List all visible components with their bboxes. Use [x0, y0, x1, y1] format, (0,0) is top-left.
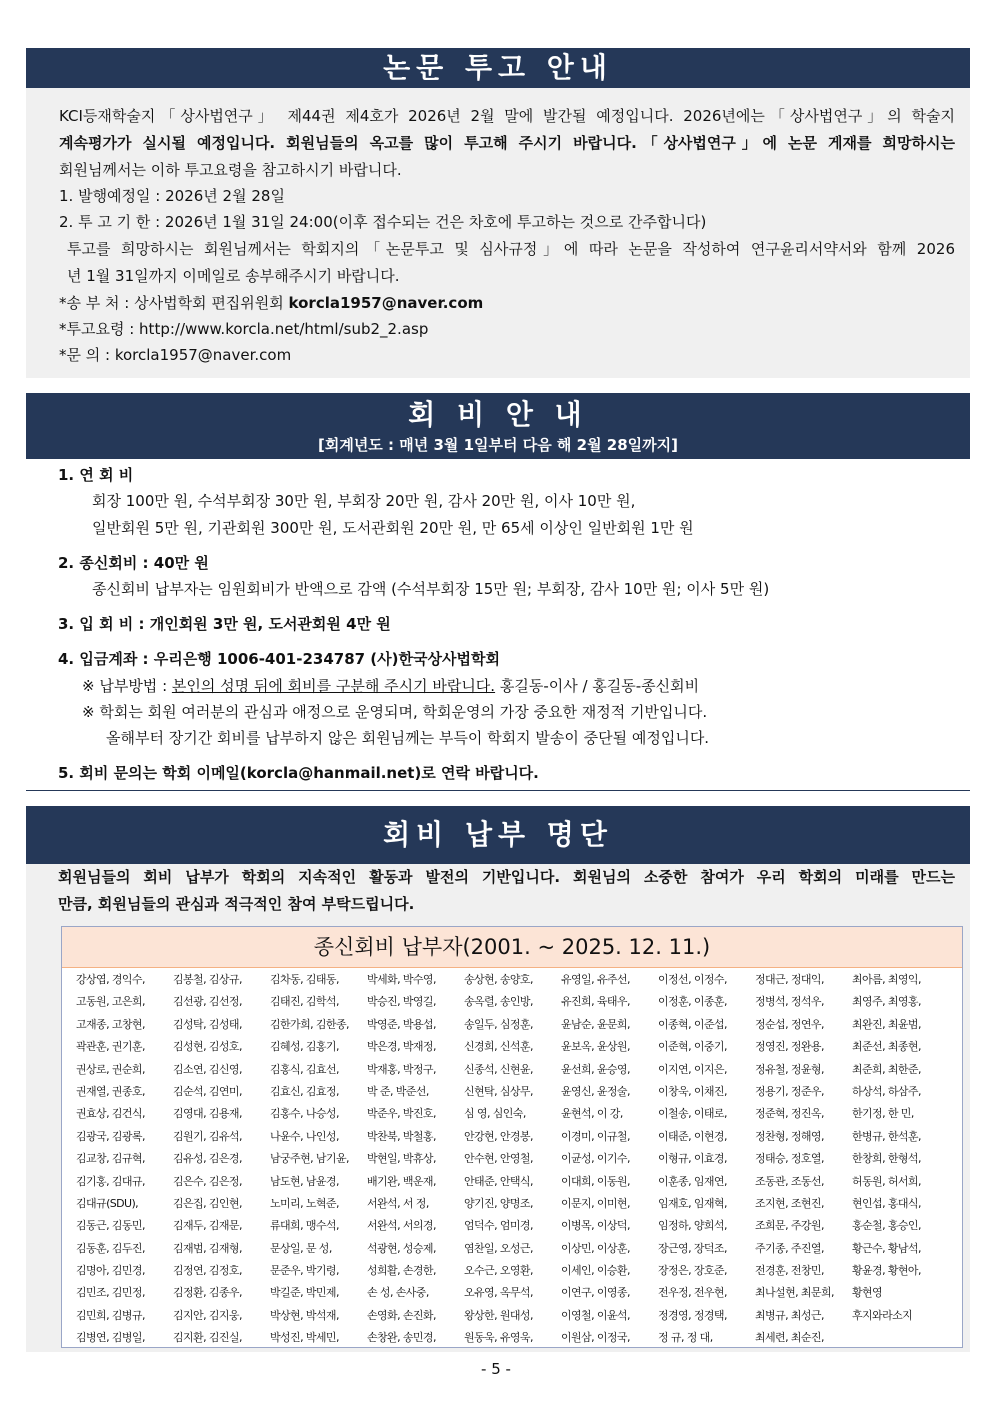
- donor-name-cell: 김기홍, 김대규,: [76, 1174, 145, 1188]
- donor-name-cell: [852, 1327, 949, 1349]
- lifetime-donor-title: 종신회비 납부자(2001. ~ 2025. 12. 11.): [62, 927, 962, 968]
- annual-fee-line-1: 회장 100만 원, 수석부회장 30만 원, 부회장 20만 원, 감사 20만 원, 이사 10만 원,: [92, 492, 636, 510]
- donor-name-cell: 김대규(SDU),: [76, 1196, 139, 1210]
- donor-name-cell: 남궁주현, 남기윤,: [270, 1152, 349, 1166]
- donor-name-cell: 김유성, 김은경,: [173, 1152, 242, 1166]
- inquiry-email[interactable]: *문 의 : korcla1957@naver.com: [59, 346, 292, 364]
- donor-name-cell: 박현일, 박휴상,: [367, 1152, 436, 1166]
- donor-name-cell: 권재열, 권종호,: [76, 1084, 145, 1098]
- publish-date: 1. 발행예정일 : 2026년 2월 28일: [59, 187, 285, 205]
- donor-name-cell: 이균성, 이기수,: [561, 1152, 630, 1166]
- donor-name-cell: 최준선, 최종현,: [852, 1040, 921, 1054]
- donor-name-cell: 남도현, 남윤경,: [270, 1174, 339, 1188]
- donor-name-cell: 김지환, 김진실,: [173, 1331, 242, 1345]
- donor-name-cell: 김광국, 김광록,: [76, 1129, 145, 1143]
- donor-name-cell: 이태준, 이현경,: [658, 1129, 727, 1143]
- donor-name-cell: 정대근, 정대익,: [755, 973, 824, 986]
- donor-name-cell: 정순섭, 정연우,: [755, 1017, 824, 1031]
- donor-name-cell: 이세인, 이승환,: [561, 1264, 630, 1278]
- donor-name-cell: 황현영: [852, 1286, 883, 1300]
- roster-title: 회비 납부 명단: [383, 818, 613, 851]
- donor-name-cell: 최세련, 최순진,: [755, 1331, 824, 1345]
- donor-name-cell: 유진희, 육태우,: [561, 995, 630, 1009]
- donor-name-cell: 한창희, 한형석,: [852, 1152, 921, 1166]
- donor-name-cell: 노미리, 노혁준,: [270, 1196, 339, 1210]
- submission-panel: [26, 88, 970, 378]
- donor-name-cell: 이정선, 이정수,: [658, 973, 727, 986]
- donor-name-cell: 김명아, 김민경,: [76, 1264, 145, 1278]
- donor-name-cell: 고동원, 고은희,: [76, 995, 145, 1009]
- payment-method-underlined: 본인의 성명 뒤에 회비를 구분해 주시기 바랍니다.: [171, 677, 496, 695]
- donor-name-cell: 전우정, 전우현,: [658, 1286, 727, 1300]
- lifetime-donor-list: [76, 969, 956, 1350]
- donor-name-cell: 강상엽, 경익수,: [76, 973, 145, 986]
- donor-name-cell: 김교창, 김규혁,: [76, 1152, 145, 1166]
- donor-name-cell: 곽관훈, 권기훈,: [76, 1040, 145, 1054]
- submission-note-line-1: 투고를 희망하시는 회원님께서는 학회지의「논문투고 및 심사규정」에 따라 논문을 작성하여 연구윤리서약서와 함께 2026: [67, 240, 955, 258]
- fee-title-banner: [26, 393, 970, 459]
- submission-intro-line-2: 계속평가가 실시될 예정입니다. 회원님들의 옥고를 많이 투고해 주시기 바랍니다.「상사법연구」에 논문 게재를 희망하시는: [59, 134, 955, 152]
- donor-name-cell: 이대희, 이동원,: [561, 1174, 630, 1188]
- donor-name-cell: 서완석, 서의경,: [367, 1219, 436, 1233]
- donor-name-cell: 신현탁, 심상무,: [464, 1084, 533, 1098]
- roster-intro-line-1: 회원님들의 회비 납부가 학회의 지속적인 활동과 발전의 기반입니다. 회원님의 소중한 참여가 우리 학회의 미래를 만드는: [58, 868, 955, 886]
- roster-title-banner: [26, 806, 970, 864]
- donor-name-cell: 권효상, 김건식,: [76, 1107, 145, 1121]
- annual-fee-line-2: 일반회원 5만 원, 기관회원 300만 원, 도서관회원 20만 원, 만 65세 이상인 일반회원 1만 원: [92, 519, 694, 537]
- donor-name-cell: 신경희, 신석훈,: [464, 1040, 533, 1054]
- donor-name-cell: 나윤수, 나인성,: [270, 1129, 339, 1143]
- annual-fee-heading: 1. 연 회 비: [58, 466, 134, 484]
- donor-name-cell: 현인섭, 홍대식,: [852, 1196, 921, 1210]
- donor-name-cell: 김은집, 김인현,: [173, 1196, 242, 1210]
- donor-name-cell: 김성현, 김성호,: [173, 1040, 242, 1054]
- donor-name-cell: 조희문, 주강원,: [755, 1219, 824, 1233]
- fee-section-divider: [26, 790, 970, 791]
- fee-inquiry-heading: 5. 회비 문의는 학회 이메일(korcla@hanmail.net)로 연락 바랍니다.: [58, 764, 539, 782]
- lifetime-donor-box: [61, 926, 963, 1348]
- page-number: - 5 -: [481, 1360, 511, 1378]
- donor-name-cell: 장근영, 장덕조,: [658, 1241, 727, 1255]
- donor-name-cell: 오수근, 오영환,: [464, 1264, 533, 1278]
- donor-name-cell: 김선광, 김선정,: [173, 995, 242, 1009]
- submission-guide-link[interactable]: *투고요령 : http://www.korcla.net/html/sub2_2.asp: [59, 320, 429, 338]
- donor-name-cell: 정 규, 정 대,: [658, 1331, 713, 1345]
- donor-name-cell: 김홍수, 나승성,: [270, 1107, 339, 1121]
- donor-name-cell: 한기정, 한 민,: [852, 1107, 914, 1121]
- donor-name-cell: 박승진, 박영길,: [367, 995, 436, 1009]
- donor-name-cell: 김병연, 김병일,: [76, 1331, 145, 1345]
- donor-name-cell: 안강현, 안경봉,: [464, 1129, 533, 1143]
- donor-name-cell: 김재두, 김재문,: [173, 1219, 242, 1233]
- donor-name-cell: 김혜성, 김홍기,: [270, 1040, 339, 1054]
- donor-name-cell: 양기진, 양명조,: [464, 1196, 533, 1210]
- donor-name-cell: 심 영, 심인숙,: [464, 1107, 526, 1121]
- donor-name-cell: 김효신, 김효정,: [270, 1084, 339, 1098]
- donor-name-cell: 이종혁, 이준섭,: [658, 1017, 727, 1031]
- donor-name-cell: 이영철, 이윤석,: [561, 1308, 630, 1322]
- donor-name-cell: 이문지, 이미현,: [561, 1196, 630, 1210]
- donor-name-cell: 문상일, 문 성,: [270, 1241, 332, 1255]
- send-to: [59, 293, 483, 313]
- donor-name-cell: 이병목, 이상덕,: [561, 1219, 630, 1233]
- donor-name-cell: 김영대, 김용재,: [173, 1107, 242, 1121]
- donor-name-cell: 박찬북, 박철홍,: [367, 1129, 436, 1143]
- donor-name-cell: 손 성, 손사중,: [367, 1286, 429, 1300]
- donor-name-cell: 박재홍, 박정구,: [367, 1062, 436, 1076]
- donor-name-cell: 전경훈, 전창민,: [755, 1264, 824, 1278]
- submission-title-banner: [26, 48, 970, 88]
- donor-name-cell: 김정환, 김종우,: [173, 1286, 242, 1300]
- donor-name-cell: 최준희, 최한준,: [852, 1062, 921, 1076]
- fee-title: 회 비 안 내: [408, 398, 588, 431]
- donor-name-cell: 김원기, 김유석,: [173, 1129, 242, 1143]
- bank-account-heading: 4. 입금계좌 : 우리은행 1006-401-234787 (사)한국상사법학회: [58, 650, 500, 668]
- donor-name-cell: 황근수, 황남석,: [852, 1241, 921, 1255]
- donor-name-cell: 주기종, 주진열,: [755, 1241, 824, 1255]
- payment-method-label: ※ 납부방법 :: [82, 677, 172, 695]
- donor-name-cell: 허동원, 허서희,: [852, 1174, 921, 1188]
- donor-name-cell: 조지현, 조현진,: [755, 1196, 824, 1210]
- donor-name-cell: 배기완, 백운재,: [367, 1174, 436, 1188]
- donor-name-cell: 안태준, 안택식,: [464, 1174, 533, 1188]
- donor-name-cell: 윤영신, 윤정술,: [561, 1084, 630, 1098]
- donor-name-cell: 한병규, 한석훈,: [852, 1129, 921, 1143]
- donor-name-cell: 이연구, 이영종,: [561, 1286, 630, 1300]
- donor-name-cell: 김태진, 김학석,: [270, 995, 339, 1009]
- donor-name-cell: 김차동, 김태동,: [270, 973, 339, 986]
- donor-name-cell: 송일두, 심정훈,: [464, 1017, 533, 1031]
- donor-name-cell: 권상로, 권순희,: [76, 1062, 145, 1076]
- donor-name-cell: 정병석, 정석우,: [755, 995, 824, 1009]
- donor-name-cell: 김홍식, 김효선,: [270, 1062, 339, 1076]
- donor-name-cell: 임정하, 양희석,: [658, 1219, 727, 1233]
- donor-name-cell: 이훈종, 임재연,: [658, 1174, 727, 1188]
- donor-name-cell: 이창욱, 이채진,: [658, 1084, 727, 1098]
- donor-name-cell: 김민희, 김병규,: [76, 1308, 145, 1322]
- donor-name-cell: 윤남순, 윤문희,: [561, 1017, 630, 1031]
- donor-name-cell: 김동훈, 김두진,: [76, 1241, 145, 1255]
- submission-deadline: 2. 투 고 기 한 : 2026년 1월 31일 24:00(이후 접수되는 건은 차호에 투고하는 것으로 간주합니다): [59, 213, 707, 231]
- entry-fee-heading: 3. 입 회 비 : 개인회원 3만 원, 도서관회원 4만 원: [58, 615, 391, 633]
- donor-name-cell: 최아름, 최영익,: [852, 973, 921, 986]
- payment-method-example: 홍길동-이사 / 홍길동-종신회비: [495, 677, 700, 695]
- donor-name-cell: 정유철, 정윤형,: [755, 1062, 824, 1076]
- donor-name-cell: 윤선희, 윤승영,: [561, 1062, 630, 1076]
- donor-name-cell: 유영일, 유주선,: [561, 973, 630, 986]
- lifetime-fee-heading: 2. 종신회비 : 40만 원: [58, 554, 209, 572]
- donor-name-cell: 후지와라소지: [852, 1308, 913, 1322]
- donor-name-cell: 임재호, 임재혁,: [658, 1196, 727, 1210]
- donor-name-cell: 손창완, 송민경,: [367, 1331, 436, 1345]
- donor-name-cell: 문준우, 박기령,: [270, 1264, 339, 1278]
- donor-name-cell: 원동욱, 유영욱,: [464, 1331, 533, 1345]
- donor-name-cell: 송상현, 송양호,: [464, 973, 533, 986]
- donor-name-cell: 왕상한, 원대성,: [464, 1308, 533, 1322]
- donor-name-cell: 김한가희, 김한종,: [270, 1017, 349, 1031]
- donor-name-cell: 정용기, 정준우,: [755, 1084, 824, 1098]
- donor-name-cell: 손영화, 손진화,: [367, 1308, 436, 1322]
- donor-name-cell: 성희활, 손경한,: [367, 1264, 436, 1278]
- donor-name-cell: 박 준, 박준선,: [367, 1084, 429, 1098]
- donor-name-cell: 석광현, 성승제,: [367, 1241, 436, 1255]
- donor-name-cell: 김소연, 김신영,: [173, 1062, 242, 1076]
- send-to-email-link[interactable]: korcla1957@naver.com: [288, 294, 484, 312]
- payment-method-note: [82, 676, 699, 696]
- donor-name-cell: 박성진, 박세민,: [270, 1331, 339, 1345]
- donor-name-cell: 염찬일, 오성근,: [464, 1241, 533, 1255]
- submission-intro-line-1: KCI등재학술지「상사법연구」 제44권 제4호가 2026년 2월 말에 발간될 예정입니다. 2026년에는「상사법연구」의 학술지: [59, 107, 955, 125]
- donor-name-cell: 조동관, 조동선,: [755, 1174, 824, 1188]
- fee-note-1: ※ 학회는 회원 여러분의 관심과 애정으로 운영되며, 학회운영의 가장 중요한 재정적 기반입니다.: [82, 703, 708, 721]
- donor-name-cell: 류대희, 맹수석,: [270, 1219, 339, 1233]
- donor-name-cell: 박세화, 박수영,: [367, 973, 436, 986]
- donor-name-cell: 김은수, 김은정,: [173, 1174, 242, 1188]
- roster-intro-line-2: 만큼, 회원님들의 관심과 적극적인 참여 부탁드립니다.: [58, 895, 415, 913]
- donor-name-cell: 송옥렬, 송인방,: [464, 995, 533, 1009]
- fee-subtitle: [회계년도 : 매년 3월 1일부터 다음 해 2월 28일까지]: [317, 436, 678, 454]
- donor-name-cell: 고재종, 고창현,: [76, 1017, 145, 1031]
- donor-name-cell: 황윤경, 황현아,: [852, 1264, 921, 1278]
- donor-name-cell: 홍순철, 홍승인,: [852, 1219, 921, 1233]
- donor-name-cell: 최완진, 최윤범,: [852, 1017, 921, 1031]
- donor-name-cell: 장정은, 장호준,: [658, 1264, 727, 1278]
- donor-name-cell: 박영준, 박용섭,: [367, 1017, 436, 1031]
- donor-name-cell: 이상민, 이상훈,: [561, 1241, 630, 1255]
- submission-title: 논문 투고 안내: [383, 51, 613, 84]
- submission-note-line-2: 년 1월 31일까지 이메일로 송부해주시기 바랍니다.: [67, 267, 400, 285]
- donor-name-cell: 안수현, 안영철,: [464, 1152, 533, 1166]
- donor-name-cell: 엄덕수, 엄미경,: [464, 1219, 533, 1233]
- donor-name-cell: 김지안, 김지웅,: [173, 1308, 242, 1322]
- donor-name-cell: 김봉철, 김상규,: [173, 973, 242, 986]
- donor-name-cell: 최영주, 최영홍,: [852, 995, 921, 1009]
- donor-name-cell: 서완석, 서 정,: [367, 1196, 429, 1210]
- lifetime-fee-line: 종신회비 납부자는 임원회비가 반액으로 감액 (수석부회장 15만 원; 부회장, 감사 10만 원; 이사 5만 원): [92, 580, 770, 598]
- donor-name-cell: 박은경, 박재정,: [367, 1040, 436, 1054]
- donor-name-cell: 정준혁, 정진옥,: [755, 1107, 824, 1121]
- donor-name-cell: 박준우, 박진호,: [367, 1107, 436, 1121]
- donor-name-cell: 정태승, 정호열,: [755, 1152, 824, 1166]
- send-to-label: *송 부 처 : 상사법학회 편집위원회: [59, 294, 289, 312]
- donor-name-cell: 윤현석, 이 강,: [561, 1107, 623, 1121]
- donor-name-cell: 하상석, 하삼주,: [852, 1084, 921, 1098]
- donor-name-cell: 최병규, 최성근,: [755, 1308, 824, 1322]
- donor-name-cell: 김성탁, 김성태,: [173, 1017, 242, 1031]
- donor-name-cell: 김정연, 김정호,: [173, 1264, 242, 1278]
- donor-name-cell: 김재범, 김재형,: [173, 1241, 242, 1255]
- donor-name-cell: 이경미, 이규철,: [561, 1129, 630, 1143]
- donor-name-cell: 신종석, 신현윤,: [464, 1062, 533, 1076]
- donor-name-cell: 박상현, 박석재,: [270, 1308, 339, 1322]
- donor-name-cell: 이준혁, 이중기,: [658, 1040, 727, 1054]
- donor-name-cell: 이형규, 이효경,: [658, 1152, 727, 1166]
- donor-name-cell: 오유영, 옥무석,: [464, 1286, 533, 1300]
- donor-name-cell: 김동근, 김동민,: [76, 1219, 145, 1233]
- submission-intro-line-3: 회원님께서는 이하 투고요령을 참고하시기 바랍니다.: [59, 161, 402, 179]
- donor-name-cell: 이원삼, 이정국,: [561, 1331, 630, 1345]
- donor-name-cell: 김순석, 김연미,: [173, 1084, 242, 1098]
- donor-name-cell: 최나설현, 최문희,: [755, 1286, 834, 1300]
- fee-note-2: 올해부터 장기간 회비를 납부하지 않은 회원님께는 부득이 학회지 발송이 중단될 예정입니다.: [106, 729, 710, 747]
- donor-name-cell: 윤보옥, 윤상원,: [561, 1040, 630, 1054]
- donor-name-cell: 정찬형, 정해영,: [755, 1129, 824, 1143]
- donor-name-cell: 이지연, 이지은,: [658, 1062, 727, 1076]
- donor-name-cell: 이철송, 이태로,: [658, 1107, 727, 1121]
- donor-name-cell: 이정훈, 이종훈,: [658, 995, 727, 1009]
- donor-name-cell: 박길준, 박민제,: [270, 1286, 339, 1300]
- donor-name-cell: 정영진, 정완용,: [755, 1040, 824, 1054]
- donor-name-cell: 김민조, 김민정,: [76, 1286, 145, 1300]
- donor-name-cell: 정경영, 정경택,: [658, 1308, 727, 1322]
